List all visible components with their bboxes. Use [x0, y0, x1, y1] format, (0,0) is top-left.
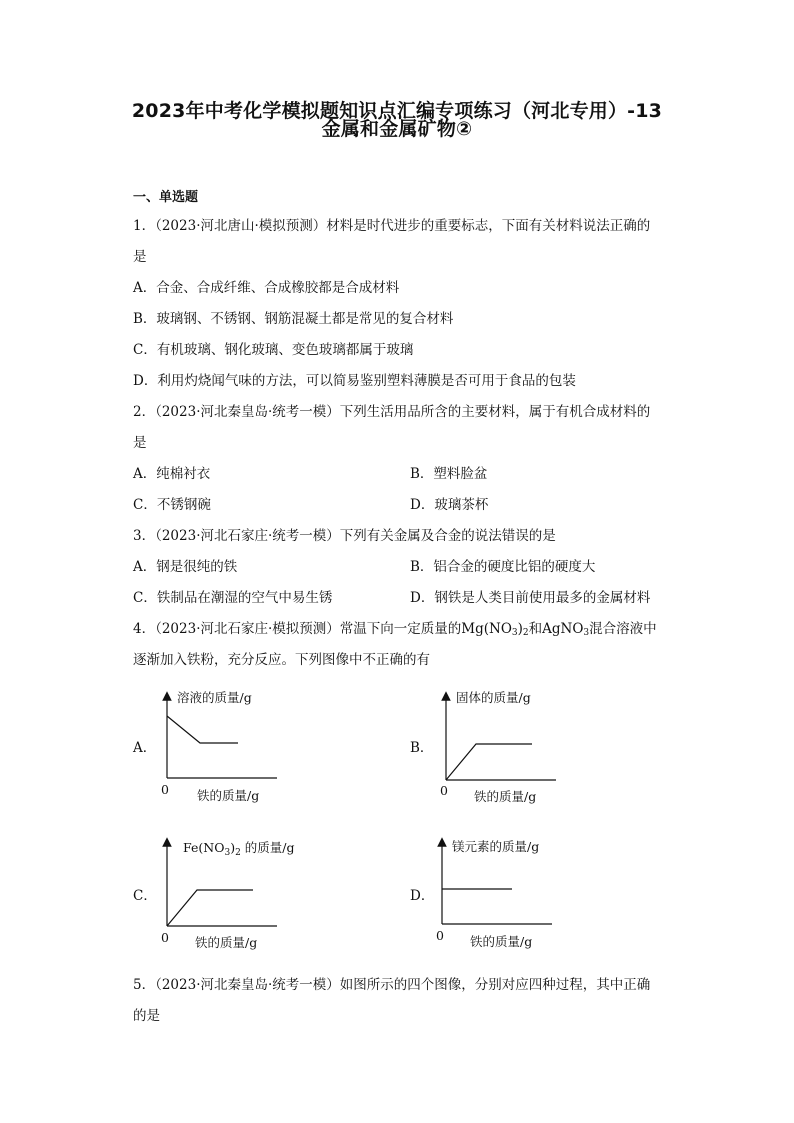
graph-c-xlabel: 铁的质量/g — [195, 935, 258, 950]
graph-d-label: D． — [410, 888, 435, 904]
q2-stem-line2: 是 — [133, 435, 147, 451]
q5-stem-line1: 5．（2023·河北秦皇岛·统考一模）如图所示的四个图像，分别对应四种过程，其中正确 — [133, 977, 651, 993]
graph-a-ylabel: 溶液的质量/g — [177, 690, 252, 705]
q3-option-d: D．钢铁是人类目前使用最多的金属材料 — [410, 590, 651, 606]
q4-sub: 3 — [511, 628, 518, 638]
q1-option-d: D．利用灼烧闻气味的方法，可以简易鉴别塑料薄膜是否可用于食品的包装 — [133, 373, 576, 389]
q1-option-a: A．合金、合成纤维、合成橡胶都是合成材料 — [133, 280, 400, 296]
q3-option-c: C．铁制品在潮湿的空气中易生锈 — [133, 590, 333, 606]
graph-a-xlabel: 铁的质量/g — [197, 788, 260, 803]
graph-c-ylabel: $Fe(NO_3)_2$ 的质量/g — [183, 840, 295, 858]
q4-sub: 3 — [583, 628, 590, 638]
graph-d — [430, 834, 580, 954]
graph-c — [155, 834, 305, 954]
graph-b-xlabel: 铁的质量/g — [474, 789, 537, 804]
doc-title-line2: 金属和金属矿物② — [321, 118, 473, 140]
q4-stem-part2: ) — [517, 621, 523, 637]
graph-d-ylabel: 镁元素的质量/g — [452, 839, 540, 854]
q4-stem-part3: 和AgNO — [528, 621, 584, 637]
q2-option-a: A．纯棉衬衣 — [133, 466, 211, 482]
q1-stem-line2: 是 — [133, 249, 147, 265]
q1-option-b: B．玻璃钢、不锈钢、钢筋混凝土都是常见的复合材料 — [133, 311, 454, 327]
q2-option-c: C．不锈钢碗 — [133, 497, 211, 513]
q3-option-a: A．钢是很纯的铁 — [133, 559, 238, 575]
graph-a-label: A． — [133, 740, 157, 756]
q5-stem-line2: 的是 — [133, 1008, 160, 1024]
graph-b-origin: 0 — [440, 783, 448, 798]
q4-stem-part4: 混合溶液中 — [589, 621, 657, 637]
q3-option-b: B．铝合金的硬度比铝的硬度大 — [410, 559, 596, 575]
graph-c-curve — [167, 890, 253, 926]
q2-option-b: B．塑料脸盆 — [410, 466, 488, 482]
graph-b-curve — [446, 744, 532, 780]
graph-b — [434, 688, 564, 808]
q4-sub: 2 — [522, 628, 529, 638]
q1-stem-line1: 1．（2023·河北唐山·模拟预测）材料是时代进步的重要标志，下面有关材料说法正确的 — [133, 218, 651, 234]
graph-a — [155, 688, 285, 808]
q2-stem-line1: 2．（2023·河北秦皇岛·统考一模）下列生活用品所含的主要材料，属于有机合成材料的 — [133, 404, 651, 420]
q4-stem-part1: 4．（2023·河北石家庄·模拟预测）常温下向一定质量的Mg(NO — [133, 621, 512, 637]
q3-stem: 3．（2023·河北石家庄·统考一模）下列有关金属及合金的说法错误的是 — [133, 528, 556, 544]
graph-d-origin: 0 — [436, 928, 444, 943]
graph-d-xlabel: 铁的质量/g — [470, 934, 533, 949]
doc-title-line1: 2023年中考化学模拟题知识点汇编专项练习（河北专用）-13 — [131, 100, 663, 122]
section-heading: 一、单选题 — [133, 190, 199, 205]
graph-a-curve — [167, 716, 238, 743]
graph-b-label: B． — [410, 740, 434, 756]
graph-b-ylabel: 固体的质量/g — [456, 690, 531, 705]
q1-option-c: C．有机玻璃、钢化玻璃、变色玻璃都属于玻璃 — [133, 342, 414, 358]
graph-c-label: C． — [133, 888, 157, 904]
q4-stem-line1 — [133, 617, 657, 638]
graph-c-origin: 0 — [161, 930, 169, 945]
graph-a-origin: 0 — [161, 782, 169, 797]
q2-option-d: D．玻璃茶杯 — [410, 497, 489, 513]
q4-stem-line2: 逐渐加入铁粉，充分反应。下列图像中不正确的有 — [133, 652, 430, 668]
